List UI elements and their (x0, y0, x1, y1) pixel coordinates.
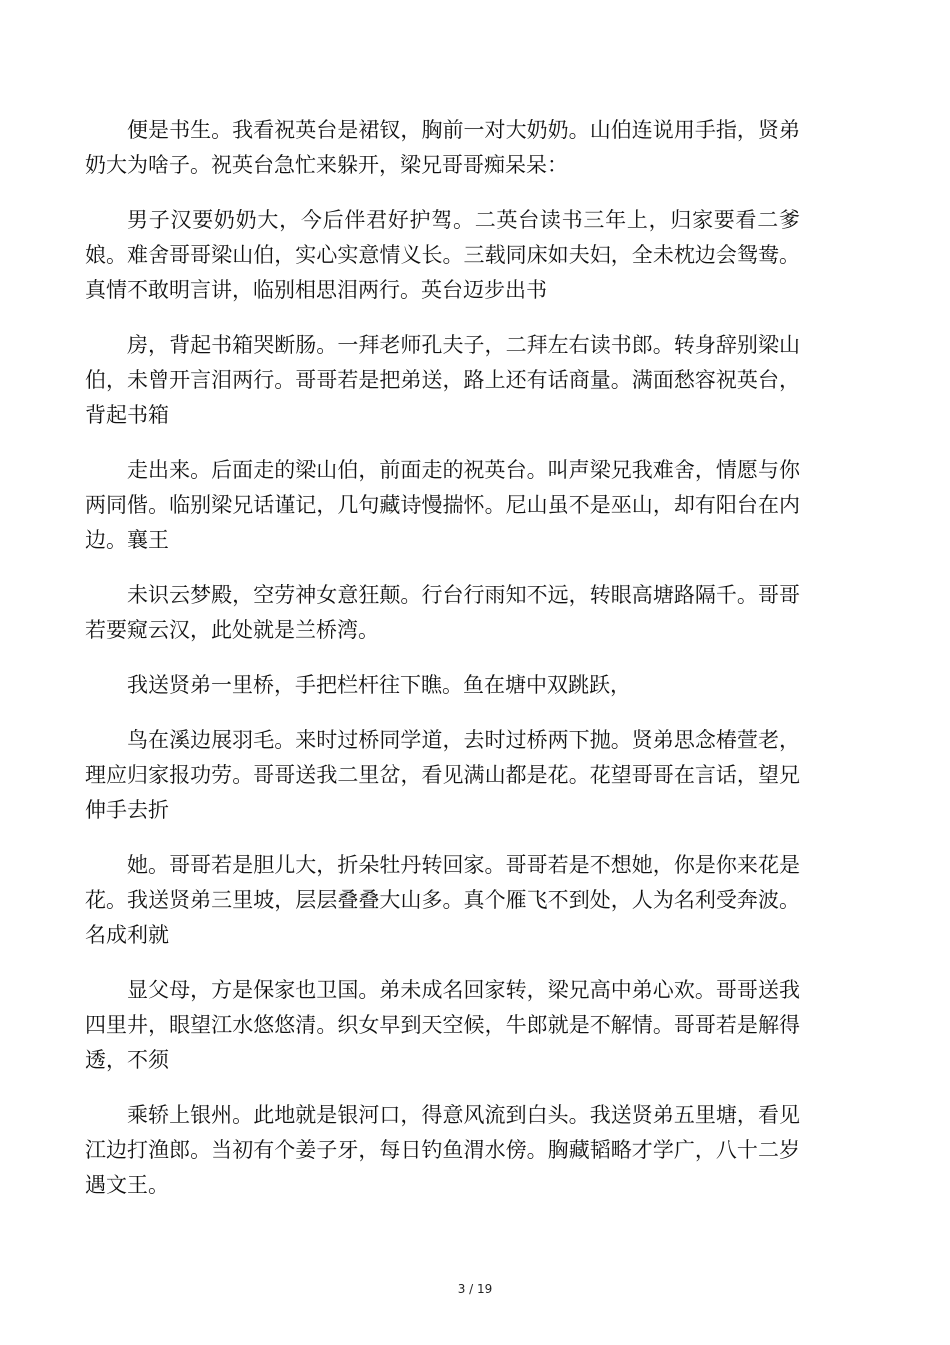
paragraph: 房，背起书箱哭断肠。一拜老师孔夫子，二拜左右读书郎。转身辞别梁山伯，未曾开言泪两行。哥哥若是把弟送，路上还有话商量。满面愁容祝英台，背起书箱 (85, 333, 800, 427)
paragraph: 未识云梦殿，空劳神女意狂颠。行台行雨知不远，转眼高塘路隔千。哥哥若要窥云汉，此处就是兰桥湾。 (85, 583, 800, 642)
paragraph: 乘轿上银州。此地就是银河口，得意风流到白头。我送贤弟五里塘，看见江边打渔郎。当初有个姜子牙，每日钓鱼渭水傍。胸藏韬略才学广，八十二岁遇文王。 (85, 1103, 800, 1197)
paragraph: 走出来。后面走的梁山伯，前面走的祝英台。叫声梁兄我难舍，情愿与你两同偕。临别梁兄话谨记，几句藏诗慢揣怀。尼山虽不是巫山，却有阳台在内边。襄王 (85, 458, 800, 552)
paragraph: 男子汉要奶奶大，今后伴君好护驾。二英台读书三年上，归家要看二爹娘。难舍哥哥梁山伯，实心实意情义长。三载同床如夫妇，全未枕边会鸳鸯。真情不敢明言讲，临别相思泪两行。英台迈步出书 (85, 208, 800, 302)
paragraph: 她。哥哥若是胆儿大，折朵牡丹转回家。哥哥若是不想她，你是你来花是花。我送贤弟三里坡，层层叠叠大山多。真个雁飞不到处，人为名利受奔波。名成利就 (85, 853, 800, 947)
paragraph: 便是书生。我看祝英台是裙钗，胸前一对大奶奶。山伯连说用手指，贤弟奶大为啥子。祝英台急忙来躲开，梁兄哥哥痴呆呆： (85, 118, 800, 177)
page-number: 3 / 19 (457, 1282, 493, 1296)
paragraph: 鸟在溪边展羽毛。来时过桥同学道，去时过桥两下抛。贤弟思念椿萱老，理应归家报功劳。哥哥送我二里岔，看见满山都是花。花望哥哥在言话，望兄伸手去折 (85, 728, 800, 822)
document-body (85, 113, 800, 1223)
paragraph: 显父母，方是保家也卫国。弟未成名回家转，梁兄高中弟心欢。哥哥送我四里井，眼望江水悠悠清。织女早到天空候，牛郎就是不解情。哥哥若是解得透，不须 (85, 978, 800, 1072)
paragraph: 我送贤弟一里桥，手把栏杆往下瞧。鱼在塘中双跳跃， (127, 673, 631, 697)
